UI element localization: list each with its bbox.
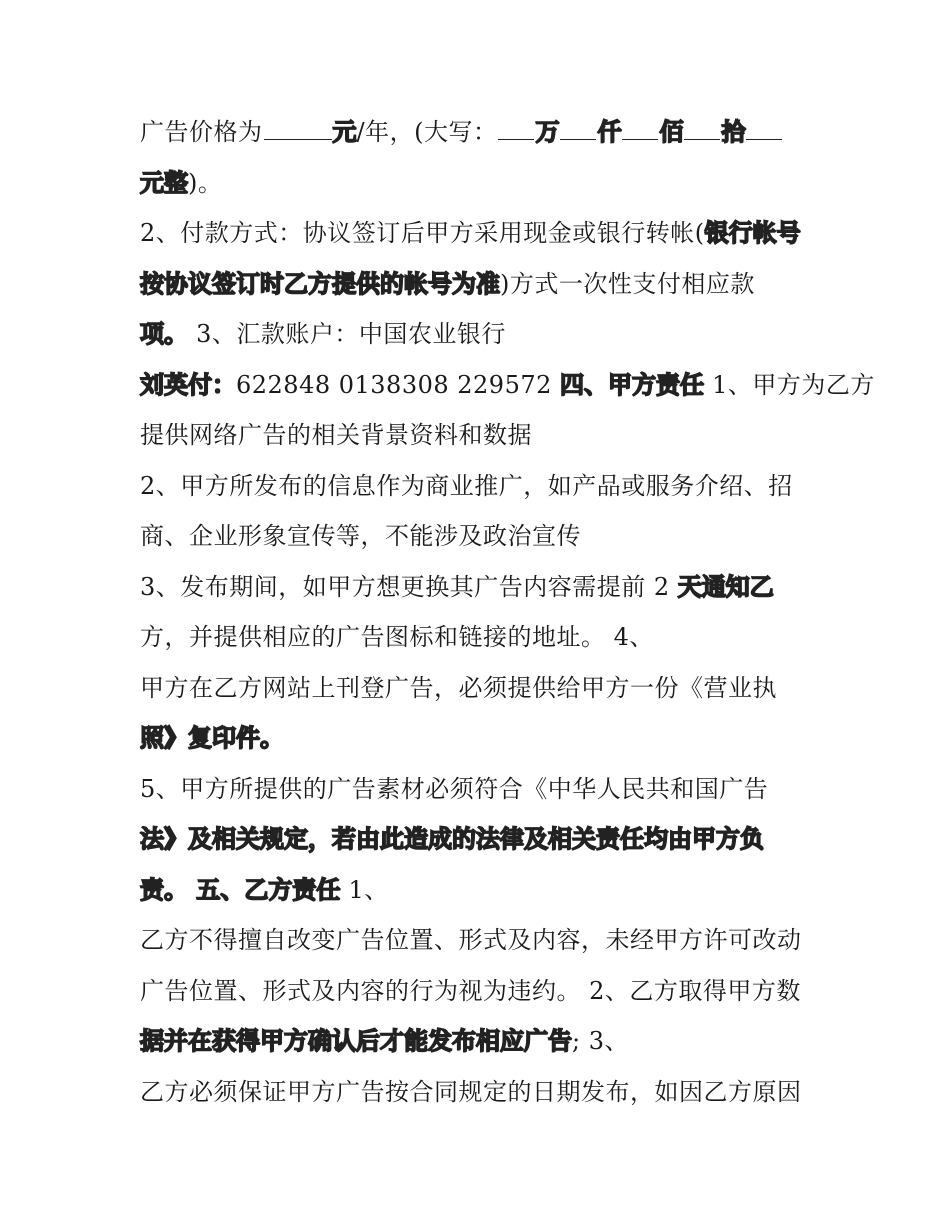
text-line <box>140 1072 820 1123</box>
fill-in-blank <box>684 115 720 140</box>
fill-in-blank <box>498 115 534 140</box>
text-run: )方式一次性支付相应款 <box>500 269 755 298</box>
text-line <box>140 466 820 517</box>
text-line <box>140 920 820 971</box>
text-run: )。 <box>188 168 223 197</box>
text-run: 商、企业形象宣传等，不能涉及政治宣传 <box>140 522 581 550</box>
outlined-text-run: 拾 <box>721 118 746 146</box>
text-line <box>140 668 820 719</box>
text-line <box>140 264 820 315</box>
text-run: 乙方必须保证甲方广告按合同规定的日期发布，如因乙方原因 <box>140 1077 802 1106</box>
outlined-text-run: 天通知乙 <box>677 572 774 601</box>
text-line <box>140 870 820 921</box>
text-run: 1、 <box>340 875 389 904</box>
outlined-text-run: 照》复印件。 <box>140 724 284 752</box>
text-line <box>140 1021 820 1072</box>
outlined-text-run: 刘英付： <box>140 370 236 399</box>
text-run: 方，并提供相应的广告图标和链接的地址。 4、 <box>140 623 654 651</box>
text-run: 广告位置、形式及内容的行为视为违约。 2、乙方取得甲方数 <box>140 976 801 1005</box>
fill-in-blank <box>746 115 782 140</box>
fill-in-blank <box>560 115 596 140</box>
text-line <box>140 415 820 466</box>
text-line <box>140 365 875 416</box>
outlined-text-run: 据并在获得甲方确认后才能发布相应广告 <box>140 1027 572 1055</box>
text-run: 甲方在乙方网站上刊登广告，必须提供给甲方一份《营业执 <box>140 673 777 702</box>
text-line <box>140 718 820 769</box>
text-run: 3、汇款账户：中国农业银行 <box>188 320 506 348</box>
text-run: ; 3、 <box>572 1027 629 1055</box>
text-run: 2、付款方式：协议签订后甲方采用现金或银行转帐( <box>140 219 705 247</box>
text-run: 广告价格为 <box>140 118 263 146</box>
text-run: 1、甲方为乙方 <box>704 370 875 399</box>
text-run: 622848 0138308 229572 <box>236 370 561 399</box>
fill-in-blank <box>622 115 658 140</box>
text-line <box>140 516 820 567</box>
text-line <box>140 567 820 618</box>
text-line <box>140 213 820 264</box>
text-line <box>140 112 820 163</box>
text-run: 2、甲方所发布的信息作为商业推广，如产品或服务介绍、招 <box>140 471 793 500</box>
text-line <box>140 819 820 870</box>
outlined-text-run: 四、甲方责任 <box>560 370 705 399</box>
outlined-text-run: 银行帐号 <box>704 219 801 247</box>
text-line <box>140 769 820 820</box>
text-run: /年，(大写： <box>356 118 498 146</box>
text-run: 乙方不得擅自改变广告位置、形式及内容，未经甲方许可改动 <box>140 926 802 954</box>
outlined-text-run: 元 <box>332 118 357 146</box>
outlined-text-run: 项。 <box>140 320 188 348</box>
text-line <box>140 971 820 1022</box>
outlined-text-run: 佰 <box>659 118 684 146</box>
text-run: 提供网络广告的相关背景资料和数据 <box>140 421 532 449</box>
outlined-text-run: 仟 <box>597 118 622 146</box>
document-page <box>140 112 875 1122</box>
text-line <box>140 314 820 365</box>
text-line <box>140 617 820 668</box>
outlined-text-run: 元整 <box>140 168 188 197</box>
outlined-text-run: 责。 五、乙方责任 <box>140 875 341 904</box>
outlined-text-run: 按协议签订时乙方提供的帐号为准 <box>140 269 500 298</box>
fill-in-blank <box>264 115 332 140</box>
text-run: 3、发布期间，如甲方想更换其广告内容需提前 2 <box>140 572 678 601</box>
text-run: 5、甲方所提供的广告素材必须符合《中华人民共和国广告 <box>140 774 769 803</box>
outlined-text-run: 万 <box>535 118 560 146</box>
text-line <box>140 163 820 214</box>
outlined-text-run: 法》及相关规定，若由此造成的法律及相关责任均由甲方负 <box>140 825 764 853</box>
